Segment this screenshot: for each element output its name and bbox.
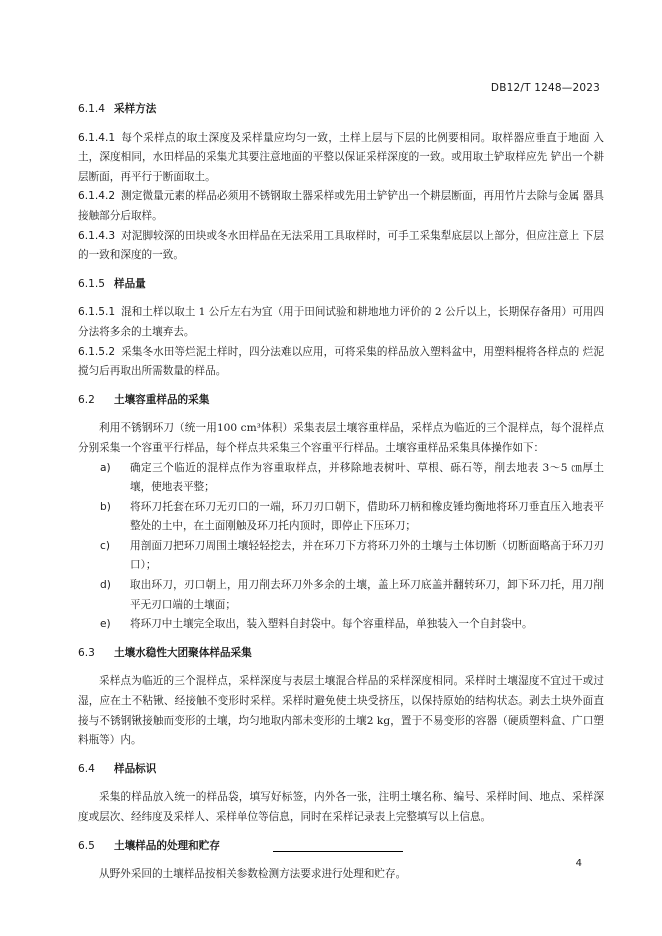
clause-6-1-5-1 xyxy=(78,303,604,342)
section-6-3-heading xyxy=(78,644,604,664)
section-6-3-text: 采样点为临近的三个混样点，采样深度与表层土壤混合样品的采样深度相同。采样时土壤湿度不宜过干或过湿，应在土不粘锹、经接触不变形时采样。采样时避免使土块受挤压，以保持原始的结构状态。剥去土块外面直接与不锈钢锹接触而变形的土壤，均匀地取内部未变形的土壤2 kg，置于不易变形的容器（硬质塑料盒、广口塑料瓶等）内。 xyxy=(78,675,604,747)
document-body xyxy=(78,100,604,885)
page-number: 4 xyxy=(575,858,582,869)
clause-number: 6.1.5.2 xyxy=(78,345,116,358)
clause-number: 6.1.4.2 xyxy=(78,190,116,203)
list-marker: e) xyxy=(100,618,111,631)
section-6-4-text: 采集的样品放入统一的样品袋，填写好标签，内外各一张，注明土壤名称、编号、采样时间、地点、采样深度或层次、经纬度及采样人、采样单位等信息，同时在采样记录表上完整填写以上信息。 xyxy=(78,791,604,823)
clause-text: 测定微量元素的样品必须用不锈钢取土器采样或先用土铲铲出一个耕层断面，再用竹片去除与金属 器具接触部分后取样。 xyxy=(78,190,604,222)
clause-6-1-4-3 xyxy=(78,227,604,266)
list-marker: c) xyxy=(100,539,110,552)
section-6-5-text: 从野外采回的土壤样品按相关参数检测方法要求进行处理和贮存。 xyxy=(99,868,407,881)
section-title: 样品标识 xyxy=(114,762,157,775)
section-6-2-intro: 利用不锈钢环刀（统一用100 cm³体积）采集表层土壤容重样品，采样点为临近的三个混样点，每个混样点分别采集一个容重平行样品，每个样点共采集三个容重平行样品。土壤容重样品采集具体操作如下： xyxy=(78,422,604,454)
section-title: 土壤样品的处理和贮存 xyxy=(114,839,220,852)
clause-number: 6.1.4.3 xyxy=(78,229,116,242)
section-number: 6.1.5 xyxy=(78,277,105,290)
list-marker: d) xyxy=(100,579,111,592)
list-item xyxy=(78,498,604,537)
list-item xyxy=(78,537,604,576)
list-item xyxy=(78,576,604,615)
clause-6-1-4-1 xyxy=(78,129,604,188)
section-title: 采样方法 xyxy=(114,103,157,115)
list-item-text: 取出环刀，刃口朝上，用刀削去环刀外多余的土壤，盖上环刀底盖并翻转环刀，卸下环刀托，用刀削平无刃口端的土壤面； xyxy=(130,579,604,611)
section-6-2-heading xyxy=(78,391,604,411)
list-item-text: 将环刀托套在环刀无刃口的一端，环刀刃口朝下，借助环刀柄和橡皮锤均衡地将环刀垂直压入地表平整处的土中，在土面刚触及环刀托内顶时，即停止下压环刀； xyxy=(130,500,604,533)
section-number: 6.4 xyxy=(78,762,95,775)
clause-number: 6.1.4.1 xyxy=(78,131,116,144)
clause-text: 对泥脚较深的田块或冬水田样品在无法采用工具取样时，可手工采集犁底层以上部分，但应注意上 下层的一致和深度的一致。 xyxy=(78,229,604,262)
list-item-text: 将环刀中土壤完全取出，装入塑料自封袋中。每个容重样品，单独装入一个自封袋中。 xyxy=(130,618,533,631)
section-title: 样品量 xyxy=(114,277,146,290)
footer-divider xyxy=(273,851,403,852)
clause-text: 采集冬水田等烂泥土样时，四分法难以应用，可将采集的样品放入塑料盆中，用塑料棍将各样点的 烂泥搅匀后再取出所需数量的样品。 xyxy=(78,345,604,378)
clause-6-1-5-2 xyxy=(78,343,604,382)
list-marker: b) xyxy=(100,500,111,513)
section-6-1-4-heading xyxy=(78,100,604,120)
section-title: 土壤水稳性大团聚体样品采集 xyxy=(114,646,252,659)
list-item xyxy=(78,459,604,498)
list-item xyxy=(78,615,604,635)
section-6-5-heading xyxy=(78,837,604,857)
list-marker: a) xyxy=(100,461,111,474)
section-number: 6.3 xyxy=(78,646,95,659)
clause-6-1-4-2 xyxy=(78,187,604,226)
clause-text: 混和土样以取土 1 公斤左右为宜（用于田间试验和耕地地力评价的 2 公斤以上，长期保存备用）可用四分法将多余的土壤弃去。 xyxy=(78,306,604,338)
section-6-4-heading xyxy=(78,760,604,780)
list-item-text: 用剖面刀把环刀周围土壤轻轻挖去，并在环刀下方将环刀外的土壤与土体切断（切断面略高于环刀刃口）； xyxy=(130,539,604,572)
clause-text: 每个采样点的取土深度及采样量应均匀一致，土样上层与下层的比例要相同。取样器应垂直于地面 入土，深度相同，水田样品的采集尤其要注意地面的平整以保证采样深度的一致。或用取土铲取样应先 铲出一个耕层断面，再平行于断面取土。 xyxy=(78,131,604,183)
document-code: DB12/T 1248—2023 xyxy=(490,82,600,94)
clause-number: 6.1.5.1 xyxy=(78,306,116,319)
list-item-text: 确定三个临近的混样点作为容重取样点，并移除地表树叶、草根、砾石等，削去地表 3～5 ㎝厚土壤，使地表平整； xyxy=(130,461,604,494)
section-title: 土壤容重样品的采集 xyxy=(114,393,210,406)
section-number: 6.2 xyxy=(78,393,95,406)
section-number: 6.1.4 xyxy=(78,103,105,115)
section-number: 6.5 xyxy=(78,839,95,852)
section-6-1-5-heading xyxy=(78,275,604,295)
